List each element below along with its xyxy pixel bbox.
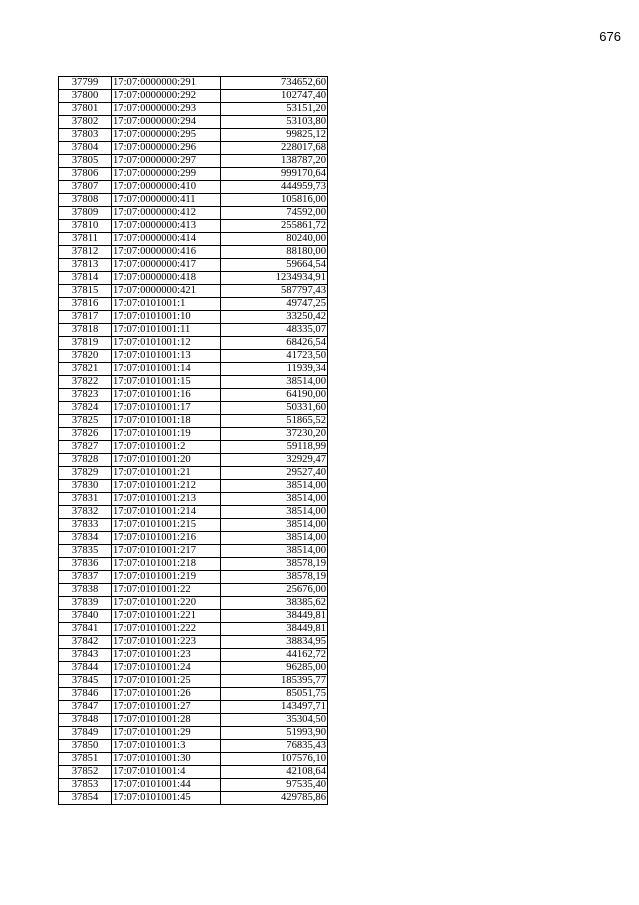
- amount-cell: 38449,81: [221, 610, 328, 623]
- cadastral-number-cell: 17:07:0101001:25: [112, 675, 221, 688]
- table-row: [59, 480, 328, 493]
- row-number-cell: 37837: [59, 571, 112, 584]
- table-row: [59, 727, 328, 740]
- table-row: [59, 597, 328, 610]
- cadastral-number-cell: 17:07:0101001:27: [112, 701, 221, 714]
- cadastral-number-cell: 17:07:0101001:29: [112, 727, 221, 740]
- row-number-cell: 37850: [59, 740, 112, 753]
- amount-cell: 74592,00: [221, 207, 328, 220]
- table-row: [59, 571, 328, 584]
- row-number-cell: 37806: [59, 168, 112, 181]
- table-row: [59, 77, 328, 90]
- table-row: [59, 272, 328, 285]
- row-number-cell: 37838: [59, 584, 112, 597]
- row-number-cell: 37853: [59, 779, 112, 792]
- table-row: [59, 753, 328, 766]
- cadastral-number-cell: 17:07:0101001:15: [112, 376, 221, 389]
- table-row: [59, 103, 328, 116]
- table-row: [59, 376, 328, 389]
- cadastral-number-cell: 17:07:0000000:416: [112, 246, 221, 259]
- amount-cell: 29527,40: [221, 467, 328, 480]
- amount-cell: 38514,00: [221, 376, 328, 389]
- row-number-cell: 37846: [59, 688, 112, 701]
- amount-cell: 48335,07: [221, 324, 328, 337]
- row-number-cell: 37807: [59, 181, 112, 194]
- cadastral-number-cell: 17:07:0101001:216: [112, 532, 221, 545]
- row-number-cell: 37822: [59, 376, 112, 389]
- table-row: [59, 142, 328, 155]
- row-number-cell: 37805: [59, 155, 112, 168]
- amount-cell: 1234934,91: [221, 272, 328, 285]
- table-row: [59, 168, 328, 181]
- table-row: [59, 779, 328, 792]
- amount-cell: 38578,19: [221, 558, 328, 571]
- table-row: [59, 194, 328, 207]
- cadastral-number-cell: 17:07:0101001:223: [112, 636, 221, 649]
- table-row: [59, 90, 328, 103]
- cadastral-number-cell: 17:07:0101001:30: [112, 753, 221, 766]
- cadastral-number-cell: 17:07:0101001:212: [112, 480, 221, 493]
- amount-cell: 35304,50: [221, 714, 328, 727]
- table-row: [59, 415, 328, 428]
- amount-cell: 11939,34: [221, 363, 328, 376]
- amount-cell: 38514,00: [221, 506, 328, 519]
- row-number-cell: 37809: [59, 207, 112, 220]
- ledger-table: [58, 76, 328, 805]
- amount-cell: 41723,50: [221, 350, 328, 363]
- row-number-cell: 37825: [59, 415, 112, 428]
- amount-cell: 138787,20: [221, 155, 328, 168]
- cadastral-number-cell: 17:07:0101001:10: [112, 311, 221, 324]
- amount-cell: 49747,25: [221, 298, 328, 311]
- table-row: [59, 545, 328, 558]
- row-number-cell: 37808: [59, 194, 112, 207]
- amount-cell: 38385,62: [221, 597, 328, 610]
- row-number-cell: 37841: [59, 623, 112, 636]
- row-number-cell: 37811: [59, 233, 112, 246]
- row-number-cell: 37835: [59, 545, 112, 558]
- amount-cell: 105816,00: [221, 194, 328, 207]
- row-number-cell: 37817: [59, 311, 112, 324]
- cadastral-number-cell: 17:07:0101001:3: [112, 740, 221, 753]
- cadastral-number-cell: 17:07:0101001:24: [112, 662, 221, 675]
- cadastral-number-cell: 17:07:0101001:219: [112, 571, 221, 584]
- table-row: [59, 311, 328, 324]
- table-row: [59, 454, 328, 467]
- row-number-cell: 37826: [59, 428, 112, 441]
- row-number-cell: 37812: [59, 246, 112, 259]
- row-number-cell: 37801: [59, 103, 112, 116]
- cadastral-number-cell: 17:07:0101001:44: [112, 779, 221, 792]
- amount-cell: 59118,99: [221, 441, 328, 454]
- cadastral-number-cell: 17:07:0101001:45: [112, 792, 221, 805]
- table-row: [59, 246, 328, 259]
- cadastral-number-cell: 17:07:0101001:13: [112, 350, 221, 363]
- amount-cell: 96285,00: [221, 662, 328, 675]
- amount-cell: 32929,47: [221, 454, 328, 467]
- cadastral-number-cell: 17:07:0000000:296: [112, 142, 221, 155]
- amount-cell: 33250,42: [221, 311, 328, 324]
- table-row: [59, 714, 328, 727]
- cadastral-number-cell: 17:07:0101001:21: [112, 467, 221, 480]
- amount-cell: 255861,72: [221, 220, 328, 233]
- amount-cell: 38578,19: [221, 571, 328, 584]
- amount-cell: 444959,73: [221, 181, 328, 194]
- cadastral-number-cell: 17:07:0000000:410: [112, 181, 221, 194]
- cadastral-number-cell: 17:07:0101001:217: [112, 545, 221, 558]
- cadastral-number-cell: 17:07:0000000:412: [112, 207, 221, 220]
- amount-cell: 38449,81: [221, 623, 328, 636]
- row-number-cell: 37832: [59, 506, 112, 519]
- row-number-cell: 37854: [59, 792, 112, 805]
- amount-cell: 143497,71: [221, 701, 328, 714]
- cadastral-number-cell: 17:07:0000000:411: [112, 194, 221, 207]
- row-number-cell: 37813: [59, 259, 112, 272]
- cadastral-number-cell: 17:07:0101001:214: [112, 506, 221, 519]
- amount-cell: 38514,00: [221, 545, 328, 558]
- cadastral-number-cell: 17:07:0101001:19: [112, 428, 221, 441]
- amount-cell: 85051,75: [221, 688, 328, 701]
- row-number-cell: 37849: [59, 727, 112, 740]
- cadastral-number-cell: 17:07:0101001:218: [112, 558, 221, 571]
- cadastral-number-cell: 17:07:0101001:14: [112, 363, 221, 376]
- cadastral-number-cell: 17:07:0000000:297: [112, 155, 221, 168]
- table-row: [59, 363, 328, 376]
- amount-cell: 68426,54: [221, 337, 328, 350]
- table-row: [59, 155, 328, 168]
- amount-cell: 50331,60: [221, 402, 328, 415]
- amount-cell: 51993,90: [221, 727, 328, 740]
- amount-cell: 587797,43: [221, 285, 328, 298]
- table-row: [59, 519, 328, 532]
- table-row: [59, 233, 328, 246]
- table-row: [59, 207, 328, 220]
- table-row: [59, 493, 328, 506]
- cadastral-number-cell: 17:07:0000000:418: [112, 272, 221, 285]
- table-row: [59, 285, 328, 298]
- row-number-cell: 37833: [59, 519, 112, 532]
- row-number-cell: 37799: [59, 77, 112, 90]
- amount-cell: 53103,80: [221, 116, 328, 129]
- amount-cell: 228017,68: [221, 142, 328, 155]
- table-row: [59, 662, 328, 675]
- cadastral-number-cell: 17:07:0101001:18: [112, 415, 221, 428]
- table-row: [59, 688, 328, 701]
- amount-cell: 38514,00: [221, 532, 328, 545]
- table-row: [59, 324, 328, 337]
- cadastral-number-cell: 17:07:0000000:414: [112, 233, 221, 246]
- amount-cell: 25676,00: [221, 584, 328, 597]
- table-row: [59, 701, 328, 714]
- row-number-cell: 37821: [59, 363, 112, 376]
- cadastral-number-cell: 17:07:0101001:220: [112, 597, 221, 610]
- amount-cell: 38834,95: [221, 636, 328, 649]
- table-row: [59, 623, 328, 636]
- table-row: [59, 441, 328, 454]
- table-row: [59, 116, 328, 129]
- cadastral-number-cell: 17:07:0000000:294: [112, 116, 221, 129]
- table-row: [59, 675, 328, 688]
- table-row: [59, 792, 328, 805]
- row-number-cell: 37845: [59, 675, 112, 688]
- table-row: [59, 337, 328, 350]
- cadastral-number-cell: 17:07:0101001:222: [112, 623, 221, 636]
- cadastral-number-cell: 17:07:0000000:417: [112, 259, 221, 272]
- amount-cell: 53151,20: [221, 103, 328, 116]
- cadastral-number-cell: 17:07:0101001:22: [112, 584, 221, 597]
- amount-cell: 734652,60: [221, 77, 328, 90]
- row-number-cell: 37802: [59, 116, 112, 129]
- table-row: [59, 584, 328, 597]
- amount-cell: 38514,00: [221, 493, 328, 506]
- amount-cell: 42108,64: [221, 766, 328, 779]
- ledger-table-body: [59, 77, 328, 805]
- cadastral-number-cell: 17:07:0000000:299: [112, 168, 221, 181]
- cadastral-number-cell: 17:07:0101001:221: [112, 610, 221, 623]
- row-number-cell: 37834: [59, 532, 112, 545]
- table-row: [59, 506, 328, 519]
- table-row: [59, 649, 328, 662]
- amount-cell: 429785,86: [221, 792, 328, 805]
- cadastral-number-cell: 17:07:0101001:4: [112, 766, 221, 779]
- row-number-cell: 37810: [59, 220, 112, 233]
- row-number-cell: 37828: [59, 454, 112, 467]
- row-number-cell: 37843: [59, 649, 112, 662]
- cadastral-number-cell: 17:07:0000000:421: [112, 285, 221, 298]
- amount-cell: 97535,40: [221, 779, 328, 792]
- amount-cell: 64190,00: [221, 389, 328, 402]
- amount-cell: 102747,40: [221, 90, 328, 103]
- amount-cell: 38514,00: [221, 480, 328, 493]
- cadastral-number-cell: 17:07:0000000:292: [112, 90, 221, 103]
- cadastral-number-cell: 17:07:0101001:213: [112, 493, 221, 506]
- amount-cell: 88180,00: [221, 246, 328, 259]
- table-row: [59, 428, 328, 441]
- amount-cell: 76835,43: [221, 740, 328, 753]
- cadastral-number-cell: 17:07:0101001:26: [112, 688, 221, 701]
- cadastral-number-cell: 17:07:0000000:291: [112, 77, 221, 90]
- row-number-cell: 37840: [59, 610, 112, 623]
- cadastral-number-cell: 17:07:0000000:293: [112, 103, 221, 116]
- amount-cell: 107576,10: [221, 753, 328, 766]
- amount-cell: 59664,54: [221, 259, 328, 272]
- row-number-cell: 37818: [59, 324, 112, 337]
- row-number-cell: 37831: [59, 493, 112, 506]
- row-number-cell: 37824: [59, 402, 112, 415]
- cadastral-number-cell: 17:07:0101001:28: [112, 714, 221, 727]
- table-row: [59, 467, 328, 480]
- cadastral-number-cell: 17:07:0101001:16: [112, 389, 221, 402]
- table-row: [59, 129, 328, 142]
- cadastral-number-cell: 17:07:0101001:1: [112, 298, 221, 311]
- cadastral-number-cell: 17:07:0101001:2: [112, 441, 221, 454]
- table-row: [59, 532, 328, 545]
- row-number-cell: 37836: [59, 558, 112, 571]
- table-row: [59, 389, 328, 402]
- cadastral-number-cell: 17:07:0101001:215: [112, 519, 221, 532]
- amount-cell: 44162,72: [221, 649, 328, 662]
- row-number-cell: 37851: [59, 753, 112, 766]
- amount-cell: 37230,20: [221, 428, 328, 441]
- table-row: [59, 766, 328, 779]
- row-number-cell: 37844: [59, 662, 112, 675]
- cadastral-number-cell: 17:07:0101001:23: [112, 649, 221, 662]
- row-number-cell: 37829: [59, 467, 112, 480]
- row-number-cell: 37804: [59, 142, 112, 155]
- cadastral-number-cell: 17:07:0101001:17: [112, 402, 221, 415]
- table-row: [59, 298, 328, 311]
- table-row: [59, 558, 328, 571]
- row-number-cell: 37839: [59, 597, 112, 610]
- table-row: [59, 636, 328, 649]
- row-number-cell: 37830: [59, 480, 112, 493]
- cadastral-number-cell: 17:07:0101001:11: [112, 324, 221, 337]
- amount-cell: 38514,00: [221, 519, 328, 532]
- row-number-cell: 37800: [59, 90, 112, 103]
- table-row: [59, 610, 328, 623]
- row-number-cell: 37842: [59, 636, 112, 649]
- table-row: [59, 181, 328, 194]
- row-number-cell: 37816: [59, 298, 112, 311]
- table-row: [59, 402, 328, 415]
- row-number-cell: 37819: [59, 337, 112, 350]
- row-number-cell: 37803: [59, 129, 112, 142]
- cadastral-number-cell: 17:07:0101001:12: [112, 337, 221, 350]
- amount-cell: 185395,77: [221, 675, 328, 688]
- row-number-cell: 37815: [59, 285, 112, 298]
- page-number: 676: [599, 29, 621, 44]
- cadastral-number-cell: 17:07:0101001:20: [112, 454, 221, 467]
- table-row: [59, 220, 328, 233]
- row-number-cell: 37848: [59, 714, 112, 727]
- amount-cell: 80240,00: [221, 233, 328, 246]
- amount-cell: 51865,52: [221, 415, 328, 428]
- row-number-cell: 37814: [59, 272, 112, 285]
- row-number-cell: 37820: [59, 350, 112, 363]
- cadastral-number-cell: 17:07:0000000:413: [112, 220, 221, 233]
- amount-cell: 999170,64: [221, 168, 328, 181]
- row-number-cell: 37827: [59, 441, 112, 454]
- row-number-cell: 37847: [59, 701, 112, 714]
- table-row: [59, 259, 328, 272]
- table-row: [59, 350, 328, 363]
- amount-cell: 99825,12: [221, 129, 328, 142]
- row-number-cell: 37852: [59, 766, 112, 779]
- row-number-cell: 37823: [59, 389, 112, 402]
- table-row: [59, 740, 328, 753]
- cadastral-number-cell: 17:07:0000000:295: [112, 129, 221, 142]
